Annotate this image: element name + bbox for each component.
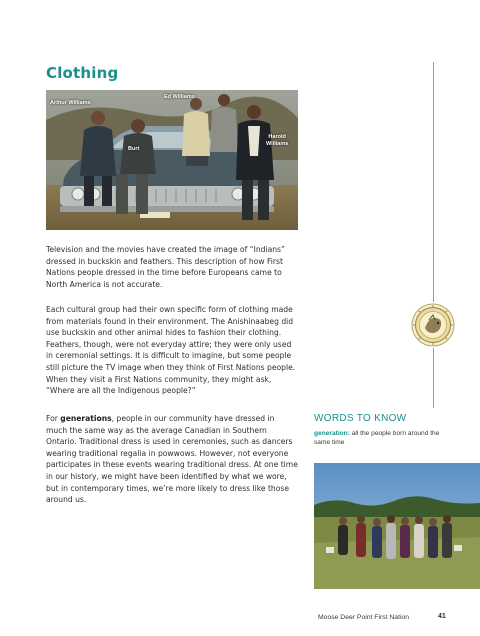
body-paragraph-1: Television and the movies have created the image of “Indians” dressed in buckskin and feathers. This description of how First Nations people dressed in the time before Europeans came to North America is not accurate. [46,245,285,289]
photo-caption-harold-line2: Williams [266,141,289,147]
words-to-know-definition [314,429,444,447]
generations-term: generations [60,414,112,423]
photo-caption-harold-line1: Harold [268,134,286,140]
paragraph-3-lead: For [46,414,61,423]
body-paragraph-2: Each cultural group had their own specific form of clothing made from materials found in their environment. The Anishinaabeg did use buckskin and other animal hides to fashion their clothing. Feathers, though, were not everyday attire; they were only used in ceremonial settings. It is difficult to imagine, but some people still picture the TV image when they think of First Nations people. When they visit a First Nations community, they might ask, “Where are all the Indigenous people?” [46,305,296,396]
words-to-know-heading: WORDS TO KNOW [314,413,407,424]
group-photo-field [314,463,480,589]
page-number: 41 [438,613,446,620]
photo-caption-harold-williams [266,134,288,148]
paragraph-3-rest: , people in our community have dressed in much the same way as the average Canadian in Southern Ontario. Traditional dress is used in ceremonies, such as dancers wearing traditional regalia in powwows. However, not everyone participates in these events wearing traditional dress. At one time in our history, we might have been identified by what we wore, but in contemporary times, we’re more likely to dress like those around us. [46,414,298,505]
definition-text: all the people born around the same time [314,430,440,446]
photo-illustration [46,90,298,230]
body-paragraph-3 [46,413,298,506]
community-seal-icon [411,303,455,347]
photo-caption-burt: Burt [128,146,140,152]
page-title: Clothing [46,64,119,82]
group-photo-illustration [314,463,480,589]
photo-caption-arthur-williams: Arthur Williams [50,100,91,106]
definition-term: generation: [314,430,350,437]
footer-source: Moose Deer Point First Nation [318,614,410,621]
sidebar-divider-top [433,62,434,302]
sidebar-divider-bottom [433,348,434,408]
photo-caption-ed-williams: Ed Williams [164,94,195,100]
historical-photo-men-with-car [46,90,298,230]
